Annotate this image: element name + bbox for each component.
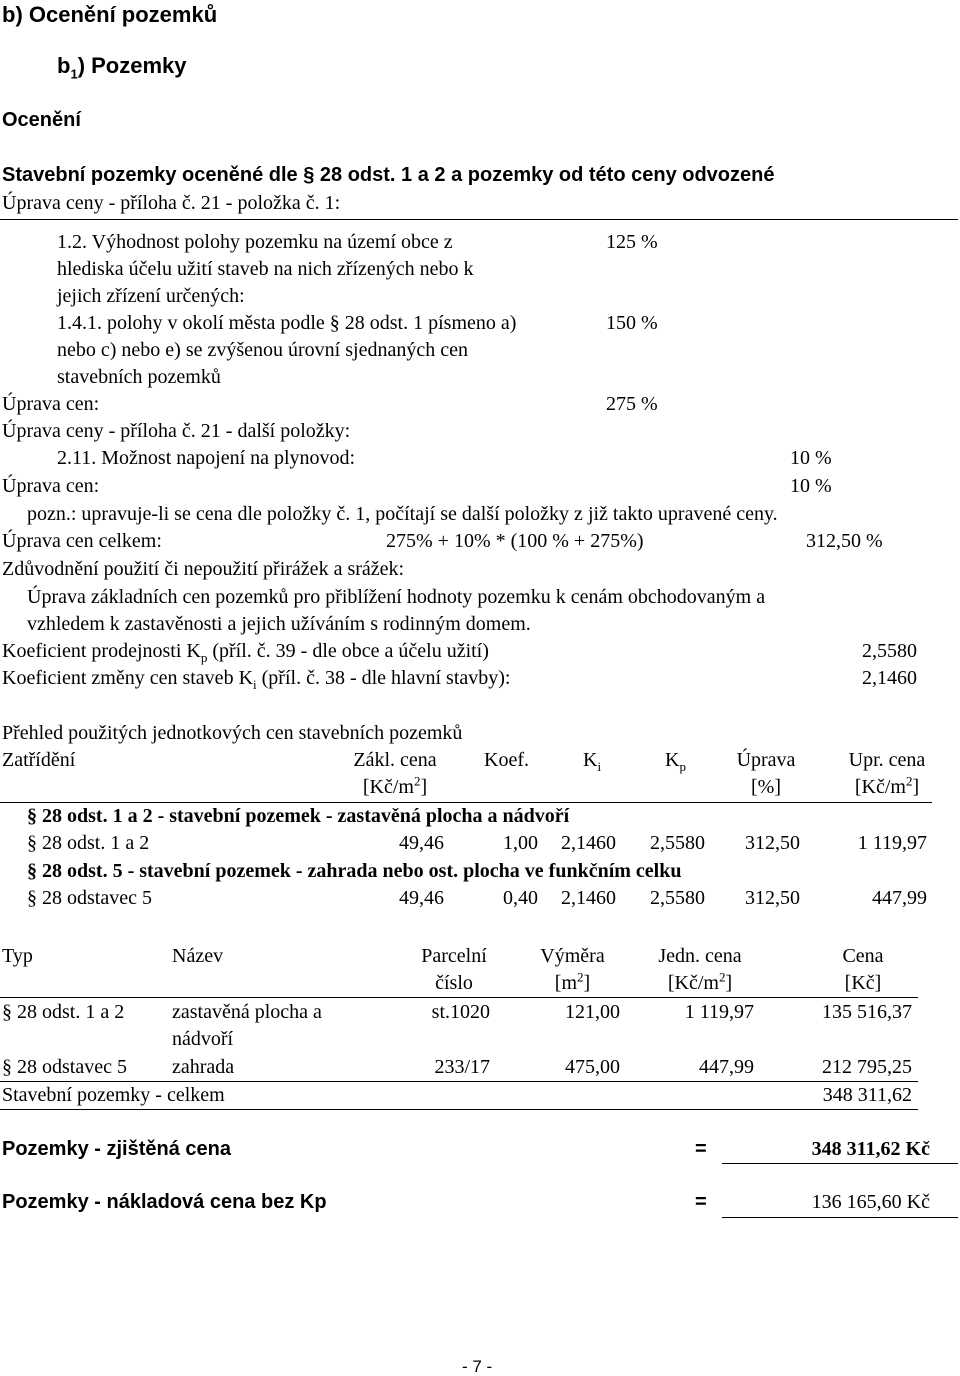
zduvodneni-text1: Úprava základních cen pozemků pro přiblížení hodnoty pozemku k cenám obchodovaným a [27, 586, 766, 608]
section-sign-icon: § [329, 312, 340, 334]
overview-group1: § 28 odst. 1 a 2 - stavební pozemek - zastavěná plocha a nádvoří [27, 805, 570, 827]
overview-row1-zakl: 49,46 [399, 832, 444, 854]
item-1-4-1-value: 150 % [606, 312, 658, 334]
parcel-row2-cislo: 233/17 [434, 1056, 490, 1078]
divider [0, 1081, 918, 1082]
section-sign-icon: § [27, 860, 37, 882]
col-cena: Cena [842, 945, 884, 967]
section-sign-icon: § [2, 1056, 12, 1078]
overview-row2-ki: 2,1460 [561, 887, 616, 909]
parcel-row1-cislo: st.1020 [431, 1001, 490, 1023]
nakladova-cena-value: 136 165,60 Kč [811, 1191, 930, 1213]
section-sign-icon: § [2, 1001, 12, 1023]
overview-row2-upr: 447,99 [872, 887, 927, 909]
overview-row1-type: § 28 odst. 1 a 2 [27, 832, 150, 854]
item-1-2-line2: hlediska účelu užití staveb na nich zřízených nebo k [57, 258, 474, 280]
section-sign-icon: § [27, 832, 37, 854]
item-1-2-line3: jejich zřízení určených: [57, 285, 245, 307]
zjistena-cena-eq: = [695, 1138, 707, 1160]
section-title: Stavební pozemky oceněné dle § 28 odst. 1 a 2 a pozemky od této ceny odvozené [2, 164, 775, 186]
parcel-row2-jedn: 447,99 [699, 1056, 754, 1078]
kp-value: 2,5580 [862, 640, 917, 662]
col-zatrideni: Zatřídění [2, 749, 76, 771]
heading-oceneni: Ocenění [2, 109, 81, 131]
item-1-2-value: 125 % [606, 231, 658, 253]
parcel-row1-cena: 135 516,37 [822, 1001, 912, 1023]
overview-group2: § 28 odst. 5 - stavební pozemek - zahrada nebo ost. plocha ve funkčním celku [27, 860, 682, 882]
item-1-4-1-line2: nebo c) nebo e) se zvýšenou úrovní sjednaných cen [57, 339, 468, 361]
col-zakl-cena: Zákl. cena [353, 749, 437, 771]
item-2-11-value: 10 % [790, 447, 832, 469]
section-sign-icon: § [27, 805, 37, 827]
pozn-note: pozn.: upravuje-li se cena dle položky č. 1, počítají se další položky z již takto upravené ceny. [27, 503, 778, 525]
col-vymera-unit: $[m^2]$ [554, 969, 591, 994]
col-koef: Koef. [484, 749, 529, 771]
uprava-21-label: Úprava ceny - příloha č. 21 - položka č. 1: [2, 192, 341, 214]
kp-label: Koeficient prodejnosti $K_p$ (příl. č. 39 - dle obce a účelu užití) [2, 640, 489, 665]
col-uprava-unit: [%] [751, 776, 781, 798]
zduvodneni-label: Zdůvodnění použití či nepoužití přirážek a srážek: [2, 558, 405, 580]
overview-title: Přehled použitých jednotkových cen stavebních pozemků [2, 722, 463, 744]
parcels-total-value: 348 311,62 [822, 1084, 912, 1106]
uprava-dalsi-label: Úprava ceny - příloha č. 21 - další položky: [2, 420, 351, 442]
uprava-cen-value: 275 % [606, 393, 658, 415]
overview-row2-koef: 0,40 [503, 887, 538, 909]
col-typ: Typ [2, 945, 33, 967]
overview-row1-koef: 1,00 [503, 832, 538, 854]
ki-value: 2,1460 [862, 667, 917, 689]
section-heading-b: b) Ocenění pozemků [2, 2, 218, 27]
nakladova-cena-label: Pozemky - nákladová cena bez Kp [2, 1191, 327, 1213]
parcel-row2-vymera: 475,00 [565, 1056, 620, 1078]
uprava-celkem-label: Úprava cen celkem: [2, 530, 162, 552]
zjistena-cena-label: Pozemky - zjištěná cena [2, 1138, 231, 1160]
parcel-row1-nazev-2: nádvoří [172, 1028, 234, 1050]
col-uprava: Úprava [736, 749, 796, 771]
parcel-row1-jedn: 1 119,97 [684, 1001, 754, 1023]
col-kp: $K_p$ [665, 749, 686, 774]
nakladova-cena-eq: = [695, 1191, 707, 1213]
divider [0, 997, 918, 998]
overview-row2-type: § 28 odstavec 5 [27, 887, 152, 909]
item-1-4-1-line3: stavebních pozemků [57, 366, 221, 388]
uprava-cen2-value: 10 % [790, 475, 832, 497]
overview-row2-zakl: 49,46 [399, 887, 444, 909]
uprava-cen2-label: Úprava cen: [2, 475, 100, 497]
overview-row2-kp: 2,5580 [650, 887, 705, 909]
subsection-heading-b1: $b_1$) Pozemky [57, 53, 187, 82]
col-upr-cena-unit: $[Kč/m^2]$ [854, 773, 920, 798]
divider [0, 219, 958, 220]
divider [0, 802, 932, 803]
uprava-celkem-value: 312,50 % [806, 530, 883, 552]
zduvodneni-text2: vzhledem k zastavěnosti a jejich užíváním s rodinným domem. [27, 613, 531, 635]
overview-row2-uprava: 312,50 [745, 887, 800, 909]
parcel-row1-typ: § 28 odst. 1 a 2 [2, 1001, 125, 1023]
col-jedn-cena: Jedn. cena [658, 945, 742, 967]
item-1-4-1-line1: 1.4.1. polohy v okolí města podle § 28 odst. 1 písmeno a) [57, 312, 517, 334]
uprava-cen-label: Úprava cen: [2, 393, 100, 415]
overview-row1-upr: 1 119,97 [857, 832, 927, 854]
parcel-row1-vymera: 121,00 [565, 1001, 620, 1023]
zjistena-cena-value: 348 311,62 Kč [811, 1138, 930, 1160]
parcel-row2-typ: § 28 odstavec 5 [2, 1056, 127, 1078]
uprava-celkem-formula: 275% + 10% * (100 % + 275%) [386, 530, 644, 552]
section-sign-icon: § [27, 887, 37, 909]
parcel-row1-nazev: zastavěná plocha a [172, 1001, 322, 1023]
parcel-row2-nazev: zahrada [172, 1056, 235, 1078]
divider [722, 1217, 958, 1218]
overview-row1-ki: 2,1460 [561, 832, 616, 854]
col-ki: $K_i$ [583, 749, 602, 774]
section-sign-icon: § [303, 164, 315, 186]
item-1-2-line1: 1.2. Výhodnost polohy pozemku na území obce z [57, 231, 453, 253]
col-jedn-cena-unit: $[Kč/m^2]$ [667, 969, 733, 994]
col-parcelni-2: číslo [435, 972, 473, 994]
ki-label: Koeficient změny cen staveb $K_i$ (příl. č. 38 - dle hlavní stavby): [2, 667, 511, 692]
overview-row1-uprava: 312,50 [745, 832, 800, 854]
page-number: - 7 - [462, 1357, 493, 1376]
col-nazev: Název [172, 945, 224, 967]
col-zakl-cena-unit: $[Kč/m^2]$ [362, 773, 428, 798]
divider [722, 1163, 958, 1164]
item-2-11-label: 2.11. Možnost napojení na plynovod: [57, 447, 356, 469]
parcels-total-label: Stavební pozemky - celkem [2, 1084, 225, 1106]
col-cena-unit: [Kč] [844, 972, 882, 994]
col-parcelni: Parcelní [421, 945, 487, 967]
divider [0, 1109, 918, 1110]
parcel-row2-cena: 212 795,25 [822, 1056, 912, 1078]
overview-row1-kp: 2,5580 [650, 832, 705, 854]
col-vymera: Výměra [540, 945, 605, 967]
col-upr-cena: Upr. cena [848, 749, 926, 771]
